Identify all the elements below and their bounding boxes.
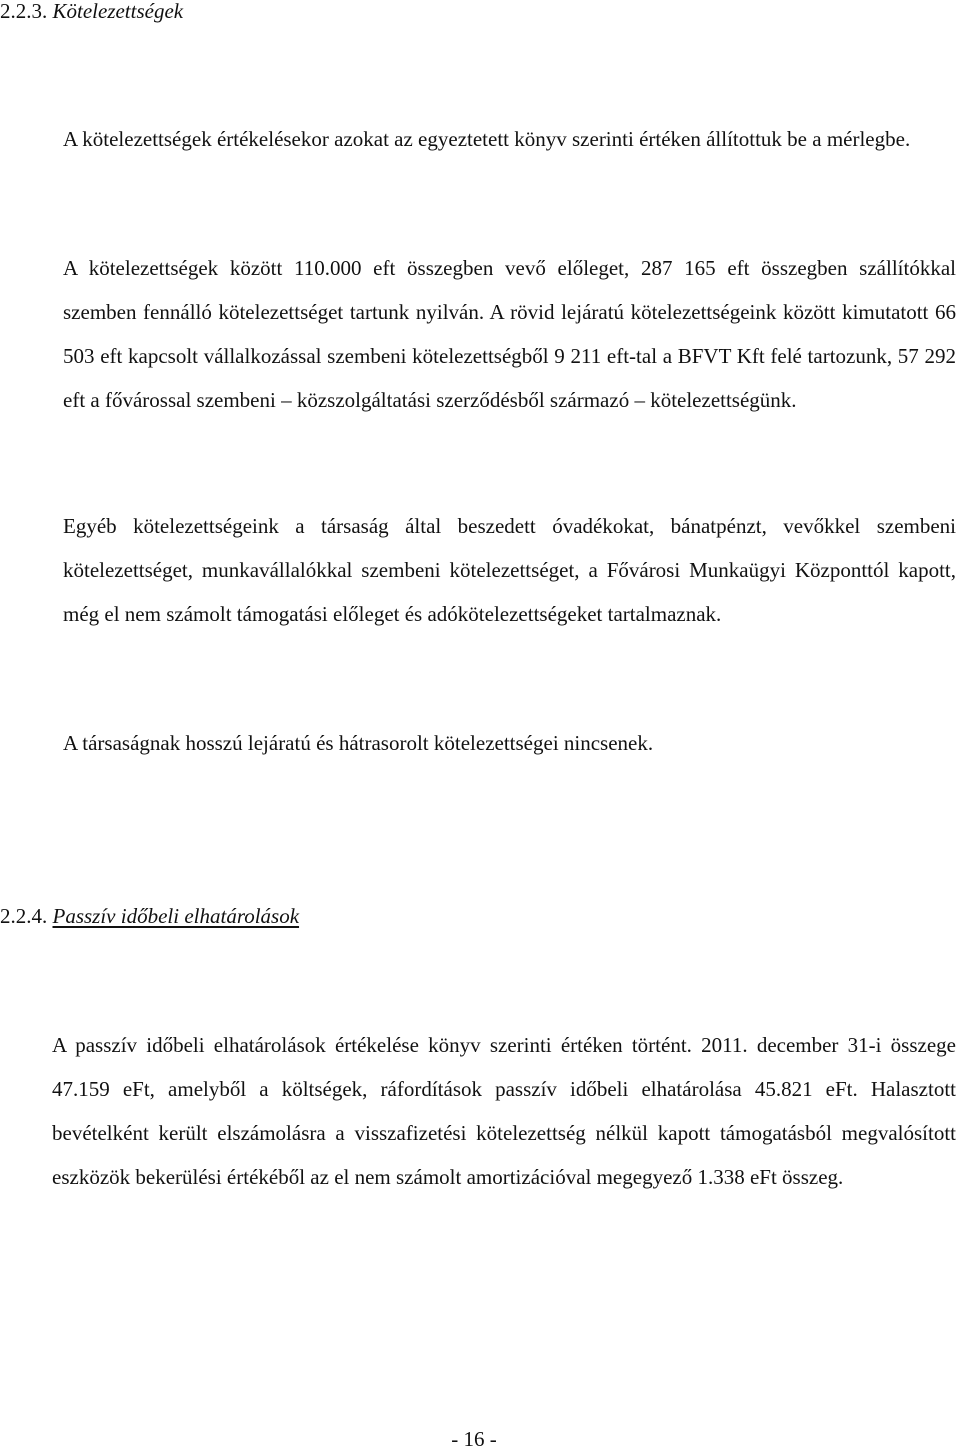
paragraph-long-term-liabilities: A társaságnak hosszú lejáratú és hátrasorolt kötelezettségei nincsenek. — [63, 731, 654, 755]
page-number: - 16 - — [451, 1427, 497, 1451]
section-number: 2.2.3. — [0, 0, 48, 23]
section-heading-accruals — [0, 902, 299, 930]
paragraph-valuation: A kötelezettségek értékelésekor azokat az egyeztetett könyv szerinti értéken állítottuk be a mérlegbe. — [63, 127, 911, 151]
section-heading-liabilities — [0, 0, 183, 25]
paragraph-accruals: A passzív időbeli elhatárolások értékelése könyv szerinti értéken történt. 2011. december 31-i összege 47.159 eFt, amelyből a költségek, ráfordítások passzív időbeli elhatárolása 45.821 eFt. Halasztott bevételként került elszámolásra a visszafizetési kötelezettség nélkül kapott támogatásból megvalósított eszközök bekerülési értékéből az el nem számolt amortizációval megegyező 1.338 eFt összeg. — [52, 1033, 956, 1189]
section-title: Passzív időbeli elhatárolások — [52, 904, 300, 928]
section-title: Kötelezettségek — [52, 0, 184, 23]
paragraph-other-liabilities: Egyéb kötelezettségeink a társaság által beszedett óvadékokat, bánatpénzt, vevőkkel szembeni kötelezettséget, munkavállalókkal szembeni kötelezettséget, a Fővárosi Munkaügyi Központtól kapott, még el nem számolt támogatási előleget és adókötelezettségeket tartalmaznak. — [63, 514, 956, 626]
section-number: 2.2.4. — [0, 904, 48, 928]
page-footer — [0, 1425, 960, 1453]
paragraph-liabilities-detail: A kötelezettségek között 110.000 eft összegben vevő előleget, 287 165 eft összegben szállítókkal szemben fennálló kötelezettséget tartunk nyilván. A rövid lejáratú kötelezettségeink között kimutatott 66 503 eft kapcsolt vállalkozással szembeni kötelezettségből 9 211 eft-tal a BFVT Kft felé tartozunk, 57 292 eft a fővárossal szembeni – közszolgáltatási szerződésből származó – kötelezettségünk. — [63, 256, 956, 412]
